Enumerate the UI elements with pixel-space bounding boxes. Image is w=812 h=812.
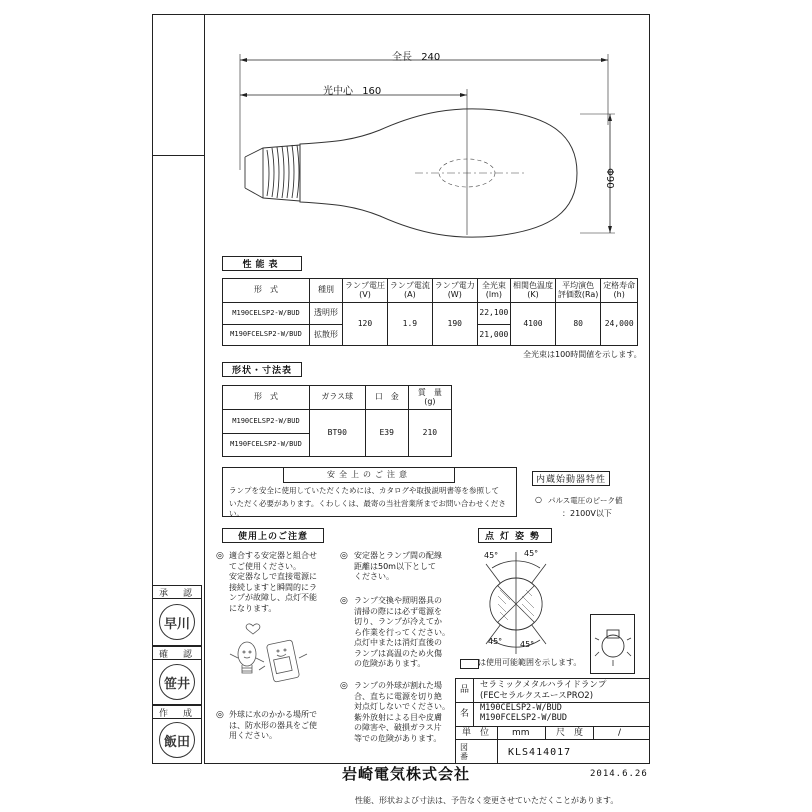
igniter-bullet: ○ bbox=[535, 495, 542, 504]
drawn-label: 作 成 bbox=[152, 705, 202, 719]
perf-model-1: M190CELSP2-W/BUD bbox=[223, 303, 310, 325]
lamp-drawing bbox=[205, 40, 645, 255]
perf-header-power: ランプ電力 (W) bbox=[432, 279, 477, 303]
light-center-text: 光中心 bbox=[323, 86, 353, 97]
socket-symbol-icon bbox=[593, 622, 633, 668]
dimensions-title: 形状・寸法表 bbox=[222, 362, 302, 377]
perf-header-cct: 相関色温度 (K) bbox=[511, 279, 556, 303]
perf-header-model: 形 式 bbox=[223, 279, 310, 303]
usage-note-2 bbox=[354, 551, 442, 583]
usage-title: 使用上のご注意 bbox=[222, 528, 324, 543]
product-name-line-2: (FECセラルクスエースPRO2) bbox=[480, 691, 594, 701]
unit-value: mm bbox=[512, 728, 530, 738]
usage-note-3-line: 点灯中または消灯直後の bbox=[354, 638, 442, 648]
approved-stamp: 早川 bbox=[159, 604, 195, 640]
perf-header-type: 種別 bbox=[310, 279, 343, 303]
drawn-stamp: 飯田 bbox=[159, 722, 195, 758]
angle-label-top-left: 45° bbox=[484, 551, 499, 560]
usage-note-4-line: 紫外放射による目や皮膚 bbox=[354, 712, 442, 722]
usage-note-5-line: 外球に水のかかる場所で bbox=[229, 710, 317, 719]
perf-type-1: 透明形 bbox=[310, 303, 343, 325]
burning-title: 点灯姿勢 bbox=[478, 528, 552, 543]
safety-title: 安全上のご注意 bbox=[283, 468, 455, 483]
usage-note-1-line: ンプが故障し、点灯不能 bbox=[229, 593, 317, 603]
angle-label-bottom-left: 45° bbox=[488, 637, 503, 646]
product-name-line-1: セラミックメタルハライドランプ bbox=[480, 680, 607, 690]
dim-model-2: M190FCELSP2-W/BUD bbox=[223, 433, 310, 457]
usage-note-5 bbox=[229, 710, 317, 742]
unit-label: 単 位 bbox=[462, 728, 490, 738]
dim-model-1: M190CELSP2-W/BUD bbox=[223, 410, 310, 434]
diameter-label bbox=[604, 168, 614, 189]
light-center-label bbox=[323, 87, 381, 97]
usage-note-3 bbox=[354, 596, 450, 670]
dim-base: E39 bbox=[365, 410, 408, 457]
igniter-title: 内蔵始動器特性 bbox=[532, 471, 610, 486]
safety-line-2: いただく必要があります。くわしくは、最寄の当社営業所までお問い合わせください。 bbox=[229, 499, 506, 518]
dim-header-model: 形 式 bbox=[223, 386, 310, 410]
usage-note-4-bullet: ◎ bbox=[340, 681, 348, 691]
company-name: 岩崎電気株式会社 bbox=[342, 765, 471, 783]
title-block-vline-unitval bbox=[545, 726, 546, 739]
usage-note-3-line: ら作業を行ってください。 bbox=[354, 627, 450, 637]
perf-flux-2: 21,000 bbox=[477, 324, 510, 346]
usable-range-legend-text: は使用可能範囲を示します。 bbox=[478, 658, 582, 667]
usage-note-2-line: ください。 bbox=[354, 572, 394, 582]
performance-table bbox=[222, 278, 638, 346]
product-name-label-hin: 品 bbox=[460, 685, 470, 695]
dim-mass: 210 bbox=[408, 410, 451, 457]
usage-note-2-line: 距離は50m以下として bbox=[354, 561, 436, 571]
usable-range-legend-swatch bbox=[460, 659, 479, 669]
perf-header-current: ランプ電流 (A) bbox=[387, 279, 432, 303]
lamp-mascot-illustration bbox=[225, 622, 315, 692]
safety-line-1: ランプを安全に使用していただくためには、カタログや取扱説明書等を参照して bbox=[229, 486, 499, 495]
usage-note-4-line: ランプの外球が割れた場 bbox=[354, 681, 442, 690]
usage-note-4 bbox=[354, 681, 450, 744]
perf-life: 24,000 bbox=[601, 303, 638, 346]
change-disclaimer: 性能、形状および寸法は、予告なく変更させていただくことがあります。 bbox=[355, 796, 619, 805]
usage-note-3-bullet: ◎ bbox=[340, 596, 348, 606]
usage-note-5-line: は、防水形の器具をご使 bbox=[229, 720, 317, 730]
dim-header-mass: 質 量 (g) bbox=[408, 386, 451, 410]
top-left-tab bbox=[152, 14, 205, 156]
issue-date: 2014.6.26 bbox=[590, 769, 648, 779]
usage-note-2-bullet: ◎ bbox=[340, 551, 348, 561]
performance-title: 性能表 bbox=[222, 256, 302, 271]
approved-label: 承 認 bbox=[152, 585, 202, 599]
scale-value: / bbox=[618, 728, 622, 738]
usage-note-4-line: 対点灯しないでください。 bbox=[354, 702, 450, 712]
perf-header-life: 定格寿命 (h) bbox=[601, 279, 638, 303]
perf-flux-1: 22,100 bbox=[477, 303, 510, 325]
usage-note-5-bullet: ◎ bbox=[216, 710, 224, 720]
usage-note-3-line: 清掃の際には必ず電源を bbox=[354, 606, 442, 616]
usage-note-4-line: 等での危険があります。 bbox=[354, 733, 442, 743]
perf-type-2: 拡散形 bbox=[310, 324, 343, 346]
usage-note-3-line: 切り、ランプが冷えてか bbox=[354, 617, 442, 627]
product-model-1: M190CELSP2-W/BUD bbox=[480, 703, 562, 713]
title-block-vline-scale bbox=[593, 726, 594, 739]
checked-stamp: 笹井 bbox=[159, 664, 195, 700]
usage-note-3-line: ランプは高温のため火傷 bbox=[354, 648, 442, 658]
perf-cct: 4100 bbox=[511, 303, 556, 346]
performance-footnote: 全光束は100時間値を示します。 bbox=[523, 350, 642, 359]
dim-header-base: 口 金 bbox=[365, 386, 408, 410]
angle-label-top-right: 45° bbox=[524, 549, 539, 558]
perf-current: 1.9 bbox=[387, 303, 432, 346]
scale-label: 尺 度 bbox=[556, 728, 584, 738]
usage-note-1-line: 安定器なしで直接電源に bbox=[229, 572, 317, 582]
safety-box bbox=[222, 467, 517, 517]
perf-power: 190 bbox=[432, 303, 477, 346]
usage-note-4-line: の障害や、破損ガラス片 bbox=[354, 723, 442, 733]
drawing-number-label: 図番 bbox=[460, 743, 468, 761]
usage-note-1-line: てご使用ください。 bbox=[229, 561, 301, 571]
usage-note-1 bbox=[229, 551, 317, 614]
igniter-line-2: ：2100V以下 bbox=[562, 509, 612, 518]
title-block-hline-3 bbox=[455, 739, 650, 740]
title-block-vline-unit bbox=[497, 726, 498, 764]
checked-label: 確 認 bbox=[152, 646, 202, 660]
perf-header-ra: 平均演色 評価数(Ra) bbox=[555, 279, 600, 303]
diameter-value: Φ90 bbox=[604, 168, 615, 189]
perf-voltage: 120 bbox=[343, 303, 388, 346]
total-length-text: 全長 bbox=[392, 52, 412, 63]
usage-note-5-line: 用ください。 bbox=[229, 731, 277, 741]
igniter-line-1: パルス電圧のピーク値 bbox=[548, 496, 623, 505]
usage-note-4-line: 合、直ちに電源を切り絶 bbox=[354, 691, 442, 701]
perf-header-flux: 全光束 (lm) bbox=[477, 279, 510, 303]
usage-note-3-line: の危険があります。 bbox=[354, 659, 426, 669]
title-block-hline-2 bbox=[455, 726, 650, 727]
product-name-label-mei: 名 bbox=[460, 709, 470, 719]
total-length-label bbox=[392, 53, 440, 63]
usage-note-1-line: になります。 bbox=[229, 603, 277, 613]
dimensions-table bbox=[222, 385, 452, 457]
angle-label-bottom-right: 45° bbox=[520, 640, 535, 649]
light-center-value: 160 bbox=[362, 86, 382, 97]
usage-note-2-line: 安定器とランプ間の配線 bbox=[354, 551, 442, 560]
perf-ra: 80 bbox=[555, 303, 600, 346]
drawing-number: KLS414017 bbox=[508, 747, 572, 758]
total-length-value: 240 bbox=[421, 52, 441, 63]
usage-note-1-line: 接続しますと瞬間的にラ bbox=[229, 582, 317, 592]
usage-note-1-bullet: ◎ bbox=[216, 551, 224, 561]
usage-note-3-line: ランプ交換や照明器具の bbox=[354, 596, 442, 605]
dim-header-glass: ガラス球 bbox=[310, 386, 366, 410]
usage-note-1-line: 適合する安定器と組合せ bbox=[229, 551, 317, 560]
product-model-2: M190FCELSP2-W/BUD bbox=[480, 713, 567, 723]
perf-header-voltage: ランプ電圧 (V) bbox=[343, 279, 388, 303]
dim-glass: BT90 bbox=[310, 410, 366, 457]
perf-model-2: M190FCELSP2-W/BUD bbox=[223, 324, 310, 346]
left-border-line bbox=[152, 155, 153, 585]
